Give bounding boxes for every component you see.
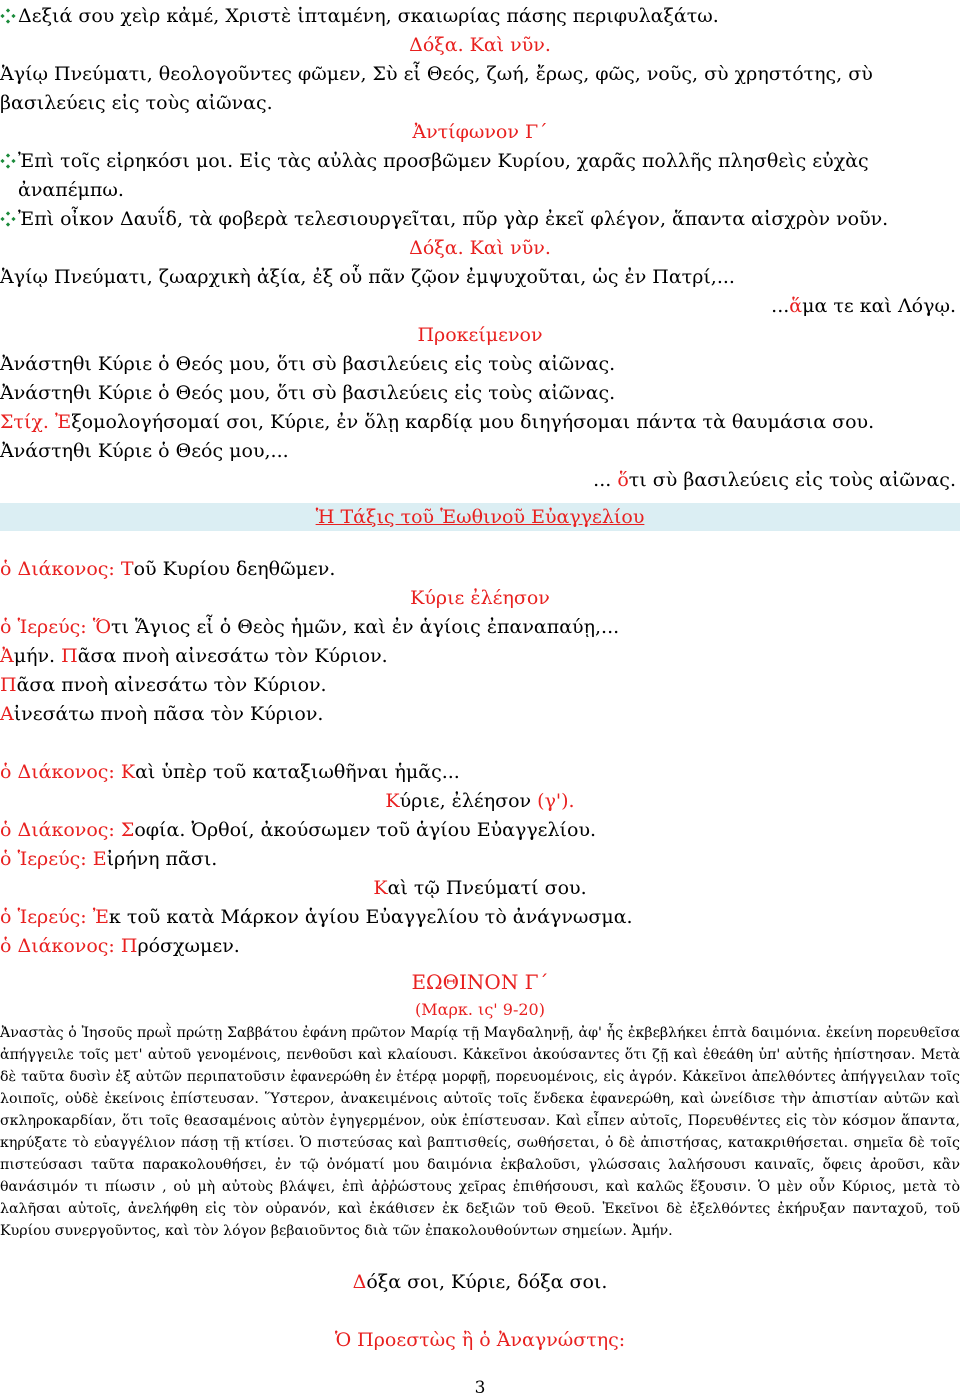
- stichos-label: Στίχ.: [0, 411, 49, 433]
- scripture-reference: (Μαρκ. ις' 9-20): [415, 1000, 545, 1019]
- speaker-label: ὁ Ἱερεύς:: [0, 616, 93, 638]
- rubric-text: οῦ Κυρίου δεηθῶμεν.: [133, 558, 336, 580]
- rubric-text: τι Ἅγιος εἶ ὁ Θεὸς ἡμῶν, καὶ ἐν ἁγίοις ἐπαναπαύῃ,...: [111, 616, 620, 638]
- speaker-label: ὁ Διάκονος:: [0, 935, 121, 957]
- verse-line: [0, 205, 960, 234]
- rubric-text: ἰνεσάτω πνοὴ πᾶσα τὸν Κύριον.: [13, 703, 324, 725]
- rubric-text: ᾶσα πνοὴ αἰνεσάτω τὸν Κύριον.: [16, 674, 327, 696]
- verse-text: Δεξιά σου χεὶρ κἀμέ, Χριστὲ ἱπταμένη, σκαιωρίας πάσης περιφυλαξάτω.: [18, 5, 719, 27]
- response-line: Κύριε ἐλέησον: [410, 587, 550, 609]
- verse-text: Ἀνάστηθι Κύριε ὁ Θεός μου, ὅτι σὺ βασιλεύεις εἰς τοὺς αἰῶνας.: [0, 382, 616, 404]
- red-initial: Π: [61, 645, 78, 667]
- rubric-text: όξα σοι, Κύριε, δόξα σοι.: [366, 1271, 608, 1293]
- verse-text: Ἀνάστηθι Κύριε ὁ Θεός μου, ὅτι σὺ βασιλεύεις εἰς τοὺς αἰῶνας.: [0, 353, 616, 375]
- verse-text: Ἐπὶ οἶκον Δαυΐδ, τὰ φοβερὰ τελεσιουργεῖται, πῦρ γὰρ ἐκεῖ φλέγον, ἅπαντα αἰσχρὸν νοῦν.: [18, 208, 889, 230]
- verse-text: ξομολογήσομαί σοι, Κύριε, ἐν ὅλῃ καρδίᾳ μου διηγήσομαι πάντα τὰ θαυμάσια σου.: [71, 411, 875, 433]
- red-initial: Π: [0, 674, 17, 696]
- diamond-bullet-icon: [0, 153, 16, 169]
- verse-text: Ἁγίῳ Πνεύματι, ζωαρχικὴ ἀξία, ἐξ οὗ πᾶν ζῷον ἐμψυχοῦται, ὡς ἐν Πατρί,...: [0, 266, 735, 288]
- red-initial: Σ: [120, 819, 135, 841]
- rubric-text: αὶ τῷ Πνεύματί σου.: [387, 877, 587, 899]
- deacon-line: [0, 555, 960, 584]
- doxa-heading: Δόξα. Καὶ νῦν.: [409, 237, 551, 259]
- verse-continuation: [0, 292, 960, 321]
- gospel-text: Ἀναστὰς ὁ Ἰησοῦς πρωῒ πρώτῃ Σαββάτου ἐφάνη πρῶτον Μαρίᾳ τῇ Μαγδαληνῇ, ἀφ' ἧς ἐκβεβλήκει ἑπτὰ δαιμόνια. ἐκείνη πορευθεῖσα ἀπήγγειλε τοῖς μετ' αὐτοῦ γενομένοις, πενθοῦσι καὶ κλαίουσι. Κἀκεῖνοι ἀκούσαντες ὅτι ζῇ καὶ ἐθεάθη ὑπ' αὐτῆς ἠπίστησαν. Μετὰ δὲ ταῦτα δυσὶν ἐξ αὐτῶν περιπατοῦσιν ἐφανερώθη ἐν ἑτέρᾳ μορφῇ, πορευομένοις, εἰς ἀγρόν. Κἀκεῖνοι ἀπελθόντες ἀπήγγειλαν τοῖς λοιποῖς, οὐδὲ ἐκείνοις ἐπίστευσαν. Ὕστερον, ἀνακειμένοις αὐτοῖς τοῖς ἕνδεκα ἐφανερώθη, καὶ ὠνείδισε τὴν ἀπιστίαν αὐτῶν καὶ σκληροκαρδίαν, ὅτι τοῖς θεασαμένοις αὐτὸν ἐγηγερμένον, οὐκ ἐπίστευσαν. Καὶ εἶπεν αὐτοῖς, Πορευθέντες εἰς τὸν κόσμον ἅπαντα, κηρύξατε τὸ εὐαγγέλιον πάσῃ τῇ κτίσει. Ὁ πιστεύσας καὶ βαπτισθείς, σωθήσεται, ὁ δὲ ἀπιστήσας, κατακριθήσεται. σημεῖα δὲ τοῖς πιστεύσασι ταῦτα παρακολουθήσει, ἐν τῷ ὀνόματί μου δαιμόνια ἐκβαλοῦσι, γλώσσαις λαλήσουσι καιναῖς, ὄφεις ἀροῦσι, κἂν θανάσιμόν τι πίωσιν , οὐ μὴ αὐτοὺς βλάψει, ἐπὶ ἀῤῥώστους χεῖρας ἐπιθήσουσι, καὶ καλῶς ἕξουσιν. Ὁ μὲν οὖν Κύριος, μετὰ τὸ λαλῆσαι αὐτοῖς, ἀνελήφθη εἰς τὸν οὐρανόν, καὶ ἐκάθισεν ἐκ δεξιῶν τοῦ Θεοῦ. Ἐκεῖνοι δὲ ἐξελθόντες ἐκήρυξαν πανταχοῦ, τοῦ Κυρίου συνεργοῦντος, καὶ τὸν λόγον βεβαιοῦντος διὰ τῶν ἐπακολουθούντων σημείων. Ἀμήν.: [0, 1025, 960, 1239]
- stichos-line: [0, 408, 960, 437]
- diamond-bullet-icon: [0, 211, 16, 227]
- eothinon-heading: ΕΩΘΙΝΟΝ Γ΄: [411, 970, 549, 994]
- doxology-line: [0, 1268, 960, 1297]
- verse-text: τι σὺ βασιλεύεις εἰς τοὺς αἰῶνας.: [628, 469, 956, 491]
- red-initial: Ἐ: [48, 411, 72, 433]
- rubric-text: ἰρήνη πᾶσι.: [106, 848, 218, 870]
- red-initial: Κ: [373, 877, 388, 899]
- verse-text: ἀναπέμπω.: [18, 179, 124, 201]
- verse-text: Ἀνάστηθι Κύριε ὁ Θεός μου,...: [0, 440, 289, 462]
- rubric-text: ρόσχωμεν.: [137, 935, 240, 957]
- rubric-text: οφία. Ὀρθοί, ἀκούσωμεν τοῦ ἁγίου Εὐαγγελίου.: [134, 819, 597, 841]
- verse-text: Ἁγίῳ Πνεύματι, θεολογοῦντες φῶμεν, Σὺ εἶ Θεός, ζωή, ἔρως, φῶς, νοῦς, σὺ χρηστότης, σὺ: [0, 63, 873, 85]
- antiphon-heading: Ἀντίφωνον Γ΄: [412, 121, 548, 143]
- verse-line: [0, 2, 960, 31]
- red-initial: Δ: [352, 1271, 367, 1293]
- red-initial: Α: [0, 703, 14, 725]
- red-initial: Κ: [385, 790, 400, 812]
- response-line: [0, 787, 960, 816]
- red-initial: Π: [120, 935, 138, 957]
- rubric-text: αὶ ὑπὲρ τοῦ καταξιωθῆναι ἡμᾶς...: [135, 761, 460, 783]
- response-line: [0, 874, 960, 903]
- red-initial: ἅ: [789, 295, 803, 317]
- priest-line: [0, 903, 960, 932]
- prokeimenon-heading: Προκείμενον: [417, 324, 543, 346]
- rubric-text: κ τοῦ κατὰ Μάρκον ἁγίου Εὐαγγελίου τὸ ἀνάγνωσμα.: [108, 906, 633, 928]
- doxa-heading: Δόξα. Καὶ νῦν.: [409, 34, 551, 56]
- speaker-label: ὁ Διάκονος:: [0, 819, 121, 841]
- verse-continuation: [0, 466, 960, 495]
- ellipsis: ...: [771, 295, 790, 317]
- section-title: Ἡ Τάξις τοῦ Ἑωθινοῦ Εὐαγγελίου: [315, 506, 645, 528]
- speaker-label: ὁ Διάκονος:: [0, 558, 121, 580]
- response-line: [0, 700, 960, 729]
- deacon-line: [0, 932, 960, 961]
- red-initial: Κ: [120, 761, 136, 783]
- reader-heading: Ὁ Προεστὼς ἢ ὁ Ἀναγνώστης:: [334, 1329, 626, 1351]
- speaker-label: ὁ Ἱερεύς:: [0, 848, 93, 870]
- verse-line: [0, 147, 960, 176]
- verse-text: μα τε καὶ Λόγῳ.: [802, 295, 956, 317]
- speaker-label: ὁ Ἱερεύς:: [0, 906, 93, 928]
- priest-line: [0, 845, 960, 874]
- repeat-count: (γ').: [537, 790, 575, 812]
- response-line: [0, 642, 960, 671]
- speaker-label: ὁ Διάκονος:: [0, 761, 121, 783]
- red-initial: Ε: [92, 848, 107, 870]
- red-initial: Ὅ: [92, 616, 112, 638]
- ellipsis: ...: [593, 469, 618, 491]
- deacon-line: [0, 816, 960, 845]
- verse-text: βασιλεύεις εἰς τοὺς αἰῶνας.: [0, 92, 273, 114]
- rubric-text: ᾶσα πνοὴ αἰνεσάτω τὸν Κύριον.: [77, 645, 388, 667]
- response-line: [0, 671, 960, 700]
- page-number: 3: [474, 1378, 486, 1398]
- priest-line: [0, 613, 960, 642]
- red-initial: Ἐ: [92, 906, 109, 928]
- rubric-text: μήν.: [13, 645, 62, 667]
- deacon-line: [0, 758, 960, 787]
- red-initial: ὅ: [617, 469, 629, 491]
- section-banner: [0, 503, 960, 531]
- red-initial: Ἀ: [0, 645, 14, 667]
- rubric-text: ύριε, ἐλέησον: [399, 790, 538, 812]
- diamond-bullet-icon: [0, 8, 16, 24]
- red-initial: Τ: [120, 558, 134, 580]
- verse-text: Ἐπὶ τοῖς εἰρηκόσι μοι. Εἰς τὰς αὐλὰς προσβῶμεν Κυρίου, χαρᾶς πολλῆς πλησθεὶς εὐχὰς: [18, 150, 869, 172]
